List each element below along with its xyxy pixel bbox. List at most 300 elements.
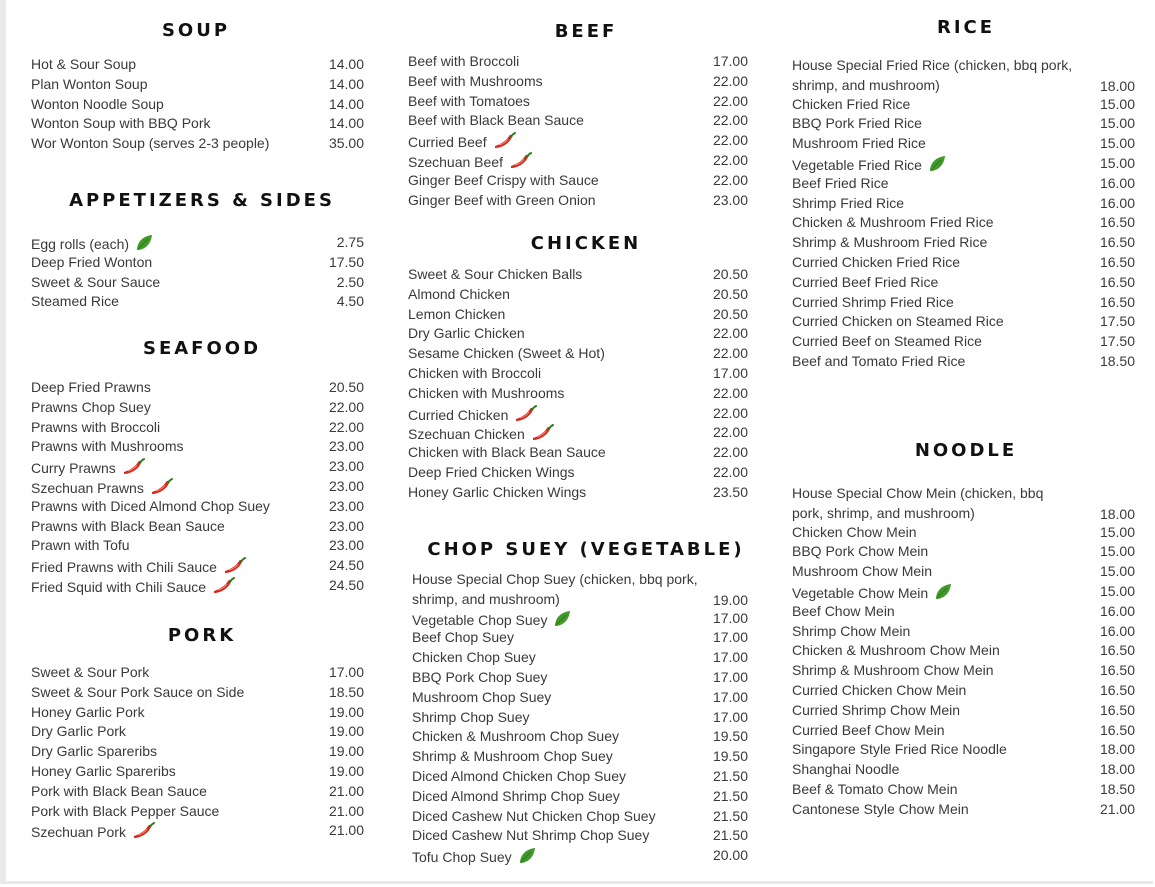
menu-item-price: 21.50 bbox=[712, 768, 748, 784]
menu-item bbox=[792, 761, 1135, 781]
menu-item-name bbox=[408, 73, 543, 89]
menu-item-name-text: Prawns Chop Suey bbox=[31, 398, 151, 415]
menu-item-name-text: Wonton Soup with BBQ Pork bbox=[31, 115, 211, 132]
leaf-icon bbox=[934, 583, 952, 601]
menu-item-name-text: Vegetable Chop Suey bbox=[412, 611, 548, 628]
menu-item-name bbox=[31, 783, 207, 799]
section-heading-noodle: NOODLE bbox=[914, 440, 1018, 461]
menu-item bbox=[408, 112, 748, 132]
menu-item-name bbox=[408, 192, 596, 208]
menu-item-name bbox=[792, 96, 910, 112]
menu-item-price: 21.50 bbox=[712, 787, 748, 804]
menu-item bbox=[412, 610, 748, 630]
menu-item-price: 21.00 bbox=[328, 802, 364, 819]
menu-item-name-text: Beef with Mushrooms bbox=[408, 72, 543, 89]
menu-item-price: 17.00 bbox=[712, 669, 748, 685]
menu-item-name-text: Fried Prawns with Chili Sauce bbox=[31, 559, 217, 576]
menu-item bbox=[412, 689, 748, 709]
menu-item bbox=[792, 274, 1135, 294]
menu-item-name bbox=[792, 155, 946, 173]
menu-item-price: 21.00 bbox=[328, 822, 364, 839]
menu-item-name-text: Beef and Tomato Fried Rice bbox=[792, 353, 966, 369]
menu-item-name bbox=[792, 115, 922, 131]
menu-item-name bbox=[792, 702, 960, 718]
menu-item bbox=[31, 254, 364, 274]
menu-item-price: 21.00 bbox=[1099, 800, 1135, 817]
menu-item bbox=[408, 484, 748, 504]
menu-item-price: 18.00 bbox=[1099, 77, 1135, 94]
menu-item bbox=[31, 274, 364, 294]
menu-item-price: 15.00 bbox=[1099, 523, 1135, 540]
menu-item-name bbox=[792, 313, 1004, 329]
menu-item-price: 16.00 bbox=[1099, 602, 1135, 619]
menu-item-name bbox=[31, 438, 184, 454]
menu-item-name-text: Steamed Rice bbox=[31, 293, 119, 310]
menu-item bbox=[792, 56, 1135, 96]
menu-item-price: 16.50 bbox=[1099, 682, 1135, 698]
menu-item-name bbox=[408, 286, 510, 302]
menu-item-name bbox=[792, 781, 958, 797]
menu-item-price: 22.00 bbox=[328, 418, 364, 435]
menu-item-name-text: Diced Cashew Nut Chicken Chop Suey bbox=[412, 807, 656, 824]
menu-item-price: 23.00 bbox=[328, 458, 364, 475]
menu-item bbox=[31, 664, 364, 684]
menu-item-price: 22.00 bbox=[712, 404, 748, 421]
menu-item bbox=[31, 704, 364, 724]
menu-item-name-text: Sweet & Sour Sauce bbox=[31, 273, 161, 290]
chili-pepper-icon bbox=[509, 152, 533, 170]
menu-item-price: 22.00 bbox=[712, 132, 748, 149]
menu-item-name-text: Beef & Tomato Chow Mein bbox=[792, 781, 958, 797]
menu-item bbox=[408, 325, 748, 345]
menu-item-name-text: Prawns with Black Bean Sauce bbox=[31, 517, 225, 534]
menu-item-name-text: Szechuan Beef bbox=[408, 154, 503, 170]
menu-item bbox=[792, 781, 1135, 801]
chili-pepper-icon bbox=[531, 424, 555, 442]
menu-item-name bbox=[408, 53, 519, 69]
menu-item-name bbox=[412, 610, 571, 628]
menu-item bbox=[792, 195, 1135, 215]
chili-pepper-icon bbox=[223, 557, 247, 575]
menu-item-price: 16.00 bbox=[1099, 194, 1135, 211]
menu-item-name bbox=[408, 345, 605, 361]
menu-item bbox=[792, 662, 1135, 682]
menu-item bbox=[31, 557, 364, 577]
menu-item-name-text: Chicken & Mushroom Fried Rice bbox=[792, 214, 994, 231]
menu-item bbox=[792, 313, 1135, 333]
menu-item bbox=[31, 293, 364, 313]
menu-item-name-text: Ginger Beef Crispy with Sauce bbox=[408, 171, 599, 188]
menu-item-price: 22.00 bbox=[712, 152, 748, 168]
chili-pepper-icon bbox=[493, 132, 517, 150]
menu-item-name bbox=[31, 704, 145, 720]
menu-item bbox=[408, 192, 748, 212]
menu-item bbox=[412, 629, 748, 649]
menu-item-price: 17.50 bbox=[1099, 313, 1135, 330]
menu-item-name-text: Beef with Broccoli bbox=[408, 53, 520, 69]
menu-item-name bbox=[31, 76, 148, 92]
menu-item-price: 19.00 bbox=[328, 723, 364, 740]
menu-item-name-text: BBQ Pork Fried Rice bbox=[792, 115, 922, 132]
menu-item bbox=[31, 234, 364, 254]
menu-item-name-text: Sweet & Sour Pork bbox=[31, 664, 150, 680]
menu-item-name bbox=[31, 537, 130, 553]
menu-item-price: 23.00 bbox=[328, 497, 364, 514]
menu-item-name bbox=[792, 56, 1088, 96]
menu-item bbox=[792, 254, 1135, 274]
menu-item bbox=[792, 96, 1135, 116]
menu-item-name bbox=[792, 524, 917, 540]
menu-item-name-text: Chicken with Black Bean Sauce bbox=[408, 444, 606, 461]
menu-item bbox=[31, 822, 364, 842]
menu-item-name-text: Sweet & Sour Chicken Balls bbox=[408, 266, 583, 282]
leaf-icon bbox=[928, 155, 946, 173]
menu-item-name bbox=[412, 788, 620, 804]
menu-item-price: 17.00 bbox=[712, 609, 748, 626]
menu-item-name-text: Prawn with Tofu bbox=[31, 537, 130, 554]
menu-item-name-text: House Special Fried Rice (chicken, bbq pork, shrimp, and mushroom) bbox=[792, 57, 1073, 93]
menu-item-name bbox=[792, 801, 969, 817]
menu-item bbox=[792, 524, 1135, 544]
menu-item-name bbox=[412, 808, 656, 824]
menu-item bbox=[412, 788, 748, 808]
menu-item-name-text: Shrimp & Mushroom Chop Suey bbox=[412, 748, 613, 765]
menu-item-name bbox=[408, 325, 525, 341]
menu-item-price: 4.50 bbox=[336, 293, 364, 310]
menu-item-name-text: Szechuan Pork bbox=[31, 824, 126, 841]
section-heading-chicken: CHICKEN bbox=[530, 233, 642, 254]
menu-item-name-text: BBQ Pork Chop Suey bbox=[412, 669, 548, 685]
menu-item bbox=[792, 353, 1135, 373]
menu-item-price: 19.00 bbox=[328, 743, 364, 760]
menu-item-price: 24.50 bbox=[328, 577, 364, 593]
menu-item bbox=[31, 76, 364, 96]
menu-item bbox=[408, 365, 748, 385]
menu-item-name-text: Mushroom Chow Mein bbox=[792, 563, 933, 580]
menu-item-name bbox=[408, 385, 564, 401]
menu-item-name-text: Curried Chicken Chow Mein bbox=[792, 682, 967, 698]
menu-item bbox=[792, 234, 1135, 254]
menu-item bbox=[408, 73, 748, 93]
menu-item bbox=[31, 684, 364, 704]
menu-item-name bbox=[31, 743, 157, 759]
menu-item-name-text: Ginger Beef with Green Onion bbox=[408, 191, 596, 208]
menu-item bbox=[412, 808, 748, 828]
menu-item-name bbox=[31, 274, 160, 290]
menu-item-price: 14.00 bbox=[328, 56, 364, 72]
menu-item-name bbox=[792, 682, 966, 698]
menu-item-price: 15.00 bbox=[1099, 135, 1135, 152]
section-heading-chopsuey: CHOP SUEY (VEGETABLE) bbox=[427, 539, 745, 560]
menu-item-name-text: Egg rolls (each) bbox=[31, 236, 130, 252]
menu-item-name bbox=[31, 234, 153, 252]
menu-item-price: 22.00 bbox=[712, 444, 748, 461]
menu-item-price: 15.00 bbox=[1099, 583, 1135, 599]
menu-item-name bbox=[412, 748, 613, 764]
menu-item-name bbox=[412, 570, 712, 610]
menu-item-name bbox=[31, 56, 136, 72]
menu-item bbox=[408, 132, 748, 152]
menu-item-price: 21.50 bbox=[712, 807, 748, 824]
menu-item-price: 16.50 bbox=[1099, 662, 1135, 679]
menu-item-price: 17.50 bbox=[1099, 333, 1135, 350]
menu-item-price: 17.00 bbox=[712, 688, 748, 705]
menu-item-name bbox=[31, 803, 219, 819]
menu-item bbox=[408, 93, 748, 113]
menu-item-name bbox=[31, 115, 211, 131]
menu-item-price: 2.75 bbox=[336, 234, 364, 250]
menu-item-name bbox=[412, 689, 551, 705]
menu-item-price: 22.00 bbox=[712, 345, 748, 362]
menu-item bbox=[408, 444, 748, 464]
menu-item-price: 22.00 bbox=[712, 171, 748, 188]
menu-item bbox=[412, 649, 748, 669]
menu-item-name bbox=[31, 684, 244, 700]
menu-item bbox=[31, 56, 364, 76]
menu-item-name-text: Dry Garlic Pork bbox=[31, 723, 126, 740]
menu-item-price: 23.50 bbox=[712, 483, 748, 500]
menu-item bbox=[412, 847, 748, 867]
menu-item-name-text: Curried Chicken on Steamed Rice bbox=[792, 313, 1004, 330]
menu-item bbox=[792, 155, 1135, 175]
menu-item bbox=[31, 379, 364, 399]
menu-item bbox=[792, 702, 1135, 722]
menu-item-name bbox=[792, 234, 987, 250]
menu-item-name bbox=[792, 175, 888, 191]
menu-item-price: 16.00 bbox=[1099, 622, 1135, 639]
menu-item-name bbox=[408, 365, 541, 381]
menu-item bbox=[792, 682, 1135, 702]
chili-pepper-icon bbox=[122, 458, 146, 476]
menu-item-name-text: Fried Squid with Chili Sauce bbox=[31, 579, 207, 595]
menu-item-name bbox=[412, 669, 547, 685]
menu-item-name bbox=[412, 728, 619, 744]
menu-item-name bbox=[792, 583, 952, 601]
menu-item bbox=[792, 135, 1135, 155]
menu-item bbox=[412, 570, 748, 610]
menu-item bbox=[31, 96, 364, 116]
menu-item-price: 23.00 bbox=[328, 478, 364, 494]
menu-item-name bbox=[408, 424, 555, 442]
section-heading-rice: RICE bbox=[936, 17, 996, 38]
menu-item-name bbox=[31, 419, 160, 435]
menu-item-price: 22.00 bbox=[712, 424, 748, 441]
menu-item-price: 19.00 bbox=[328, 763, 364, 779]
menu-item bbox=[412, 669, 748, 689]
menu-item-price: 22.00 bbox=[712, 72, 748, 89]
menu-item bbox=[408, 172, 748, 192]
section-heading-seafood: SEAFOOD bbox=[142, 338, 262, 359]
menu-item-name-text: Diced Cashew Nut Shrimp Chop Suey bbox=[412, 827, 650, 844]
menu-item-price: 16.50 bbox=[1099, 273, 1135, 290]
menu-item-price: 18.00 bbox=[1099, 741, 1135, 758]
menu-item-name-text: Curry Prawns bbox=[31, 460, 116, 477]
menu-item bbox=[31, 458, 364, 478]
menu-item-name bbox=[408, 132, 517, 150]
menu-item-name-text: Szechuan Prawns bbox=[31, 480, 144, 496]
menu-item bbox=[412, 827, 748, 847]
menu-item-name bbox=[792, 623, 910, 639]
section-heading-beef: BEEF bbox=[554, 21, 618, 42]
menu-item-name bbox=[408, 93, 530, 109]
menu-item-name bbox=[31, 293, 119, 309]
menu-item-price: 22.00 bbox=[712, 325, 748, 342]
menu-item-name-text: Shanghai Noodle bbox=[792, 761, 900, 778]
menu-item-price: 23.00 bbox=[328, 517, 364, 534]
menu-item-name-text: Curried Beef bbox=[408, 134, 487, 151]
menu-item-name bbox=[31, 822, 156, 840]
menu-item-name-text: Shrimp Chop Suey bbox=[412, 708, 530, 725]
menu-item-price: 19.50 bbox=[712, 728, 748, 745]
menu-item-name-text: Pork with Black Bean Sauce bbox=[31, 782, 207, 799]
menu-item-price: 14.00 bbox=[328, 75, 364, 92]
menu-item bbox=[31, 419, 364, 439]
menu-item-price: 20.50 bbox=[712, 305, 748, 322]
menu-item-name-text: Diced Almond Chicken Chop Suey bbox=[412, 768, 627, 784]
menu-item-name-text: BBQ Pork Chow Mein bbox=[792, 543, 929, 560]
menu-item bbox=[408, 345, 748, 365]
menu-item-name-text: Chicken Chop Suey bbox=[412, 649, 536, 666]
menu-item-price: 22.00 bbox=[712, 92, 748, 109]
menu-item-price: 35.00 bbox=[328, 135, 364, 152]
menu-item-price: 15.00 bbox=[1099, 115, 1135, 132]
section-heading-soup: SOUP bbox=[161, 20, 231, 41]
menu-item bbox=[408, 286, 748, 306]
menu-item-name bbox=[412, 847, 536, 865]
section-heading-appetizers: APPETIZERS & SIDES bbox=[69, 190, 335, 211]
menu-item-price: 16.00 bbox=[1099, 174, 1135, 191]
menu-item-name-text: Shrimp & Mushroom Fried Rice bbox=[792, 234, 988, 251]
menu-item-name-text: Deep Fried Prawns bbox=[31, 379, 151, 395]
menu-item-price: 22.00 bbox=[712, 464, 748, 480]
menu-item-price: 16.50 bbox=[1099, 293, 1135, 310]
menu-item-price: 16.50 bbox=[1099, 214, 1135, 231]
menu-item-price: 17.00 bbox=[712, 365, 748, 381]
menu-item-price: 18.00 bbox=[1099, 761, 1135, 778]
menu-item-name-text: Dry Garlic Chicken bbox=[408, 325, 525, 342]
menu-item-price: 18.50 bbox=[1099, 353, 1135, 369]
menu-item bbox=[31, 743, 364, 763]
menu-item-name bbox=[31, 518, 225, 534]
menu-item bbox=[31, 577, 364, 597]
menu-item bbox=[31, 723, 364, 743]
menu-item-name bbox=[31, 399, 151, 415]
menu-item bbox=[408, 306, 748, 326]
menu-item-price: 23.00 bbox=[328, 438, 364, 455]
menu-item-name-text: Chicken Fried Rice bbox=[792, 95, 911, 112]
menu-item-name-text: Curried Beef on Steamed Rice bbox=[792, 333, 982, 350]
menu-item-name bbox=[792, 662, 994, 678]
menu-item-name bbox=[412, 709, 530, 725]
menu-item bbox=[792, 333, 1135, 353]
menu-item bbox=[792, 623, 1135, 643]
menu-item bbox=[412, 709, 748, 729]
menu-item-name-text: Sweet & Sour Pork Sauce on Side bbox=[31, 683, 245, 700]
menu-item-name-text: Pork with Black Pepper Sauce bbox=[31, 802, 220, 819]
menu-item-name bbox=[792, 214, 994, 230]
menu-item-name bbox=[408, 306, 505, 322]
menu-item-name bbox=[792, 294, 954, 310]
menu-item-price: 15.00 bbox=[1099, 563, 1135, 580]
menu-item-price: 20.50 bbox=[712, 266, 748, 282]
menu-item-name bbox=[792, 484, 1056, 524]
menu-item bbox=[792, 741, 1135, 761]
menu-item-name-text: Hot & Sour Soup bbox=[31, 56, 137, 72]
menu-item-name bbox=[408, 464, 575, 480]
menu-item bbox=[792, 801, 1135, 821]
menu-item bbox=[408, 53, 748, 73]
menu-item-name-text: Deep Fried Wonton bbox=[31, 253, 153, 270]
leaf-icon bbox=[135, 234, 153, 252]
menu-item-price: 16.50 bbox=[1099, 642, 1135, 659]
chili-pepper-icon bbox=[212, 577, 236, 595]
chili-pepper-icon bbox=[132, 822, 156, 840]
menu-item-name bbox=[412, 768, 626, 784]
menu-item bbox=[412, 748, 748, 768]
menu-item-name bbox=[412, 649, 536, 665]
menu-item-name bbox=[408, 444, 606, 460]
menu-item-name-text: Lemon Chicken bbox=[408, 305, 506, 322]
menu-item-name bbox=[792, 563, 932, 579]
menu-item-price: 16.50 bbox=[1099, 701, 1135, 718]
menu-item-name-text: House Special Chow Mein (chicken, bbq pork, shrimp, and mushroom) bbox=[792, 485, 1044, 521]
menu-item-price: 20.00 bbox=[712, 847, 748, 864]
menu-item bbox=[31, 518, 364, 538]
menu-item bbox=[31, 783, 364, 803]
menu-item bbox=[412, 728, 748, 748]
menu-item bbox=[792, 543, 1135, 563]
menu-item-name-text: Diced Almond Shrimp Chop Suey bbox=[412, 787, 620, 804]
menu-item-name bbox=[792, 543, 928, 559]
menu-item-price: 14.00 bbox=[328, 115, 364, 132]
menu-item-name-text: Chicken Chow Mein bbox=[792, 523, 917, 540]
menu-item bbox=[31, 135, 364, 155]
menu-item-name-text: Curried Beef Chow Mein bbox=[792, 721, 945, 738]
menu-item-name-text: Honey Garlic Chicken Wings bbox=[408, 483, 587, 500]
menu-item bbox=[792, 583, 1135, 603]
menu-item-name-text: Chicken & Mushroom Chop Suey bbox=[412, 728, 619, 745]
menu-item-name-text: Shrimp Fried Rice bbox=[792, 194, 905, 211]
menu-item-name-text: Curried Beef Fried Rice bbox=[792, 273, 939, 290]
menu-item-name bbox=[31, 577, 236, 595]
menu-item bbox=[31, 478, 364, 498]
menu-item-name-text: Prawns with Diced Almond Chop Suey bbox=[31, 497, 270, 514]
menu-item bbox=[31, 399, 364, 419]
menu-item-price: 14.00 bbox=[328, 95, 364, 112]
menu-item-price: 16.50 bbox=[1099, 254, 1135, 270]
menu-item-name-text: Wor Wonton Soup (serves 2-3 people) bbox=[31, 135, 270, 152]
menu-item bbox=[792, 722, 1135, 742]
menu-item-name-text: Shrimp & Mushroom Chow Mein bbox=[792, 662, 994, 679]
menu-item-price: 15.00 bbox=[1099, 543, 1135, 560]
menu-item bbox=[31, 763, 364, 783]
menu-item-name bbox=[31, 723, 126, 739]
menu-item bbox=[31, 537, 364, 557]
menu-item-price: 17.50 bbox=[328, 253, 364, 270]
menu-item bbox=[408, 405, 748, 425]
menu-item-name-text: Chicken with Mushrooms bbox=[408, 384, 565, 401]
menu-item-price: 23.00 bbox=[328, 537, 364, 554]
menu-item bbox=[31, 803, 364, 823]
menu-item-price: 19.50 bbox=[712, 748, 748, 765]
menu-item-name-text: Deep Fried Chicken Wings bbox=[408, 464, 575, 480]
menu-item-name-text: Vegetable Fried Rice bbox=[792, 157, 922, 173]
menu-item bbox=[792, 484, 1135, 524]
menu-item-name-text: Vegetable Chow Mein bbox=[792, 585, 929, 601]
menu-item-price: 16.50 bbox=[1099, 721, 1135, 738]
menu-item-price: 17.00 bbox=[712, 649, 748, 666]
menu-item-name-text: Curried Shrimp Fried Rice bbox=[792, 293, 954, 310]
